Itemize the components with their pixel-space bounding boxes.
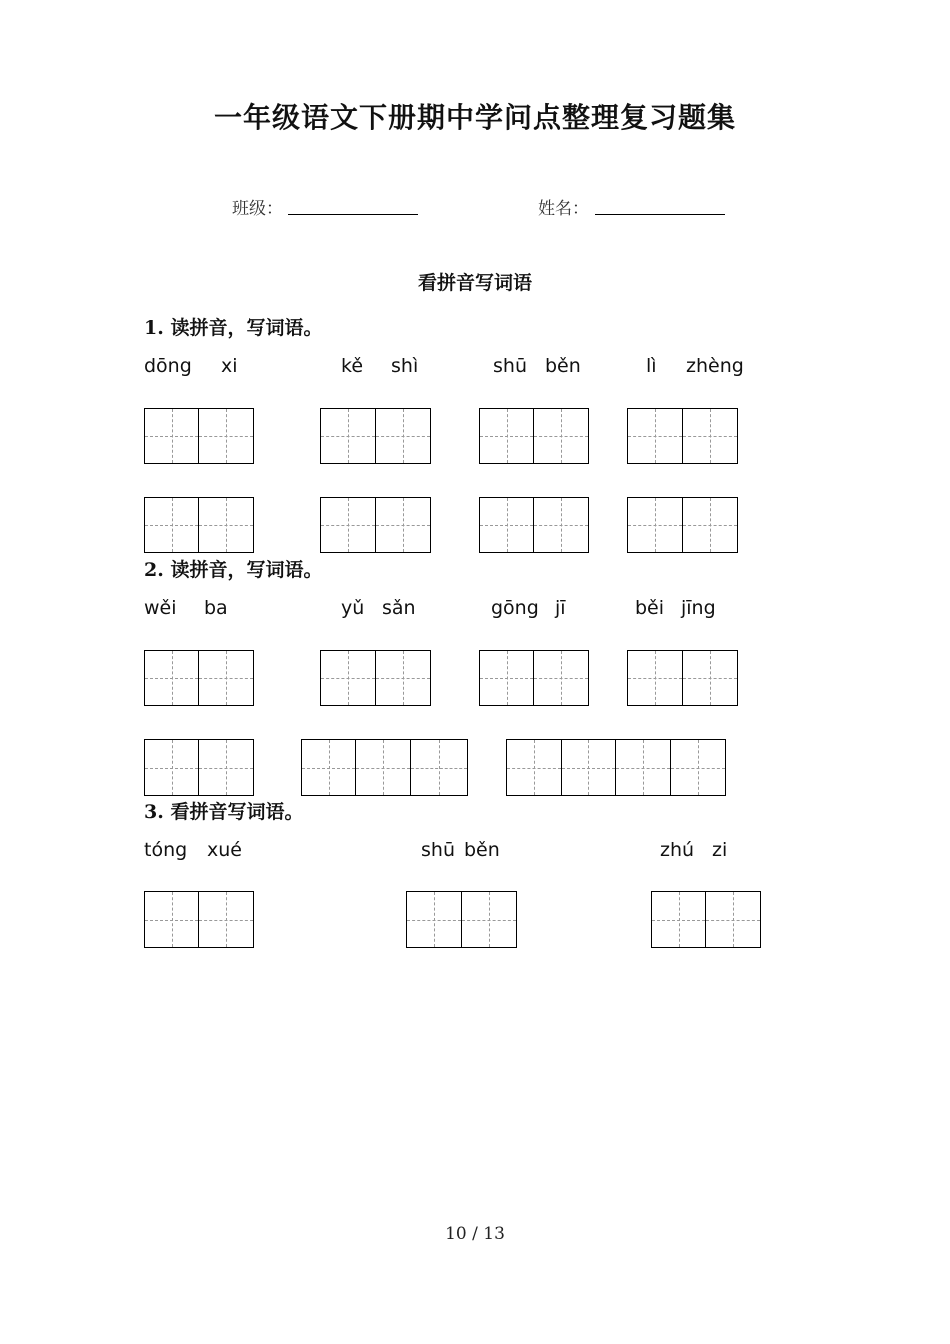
pinyin-syllable: dōng [144, 355, 192, 377]
pinyin-syllable: shū [421, 839, 455, 861]
writing-grid[interactable] [144, 497, 254, 553]
writing-grid[interactable] [479, 408, 589, 464]
writing-grid[interactable] [144, 739, 254, 796]
writing-grid[interactable] [301, 739, 468, 796]
pinyin-syllable: běn [464, 839, 500, 861]
writing-grid[interactable] [479, 650, 589, 706]
name-label: 姓名： [538, 199, 589, 219]
writing-grid[interactable] [627, 650, 738, 706]
class-field[interactable] [288, 196, 418, 215]
question-3-heading: 3. 看拼音写词语。 [144, 801, 304, 823]
pinyin-syllable: shū [493, 355, 527, 377]
section-title: 看拼音写词语 [417, 272, 532, 294]
writing-grid[interactable] [627, 408, 738, 464]
pinyin-syllable: gōng [491, 597, 539, 619]
pinyin-syllable: ba [204, 597, 228, 619]
writing-grid[interactable] [144, 650, 254, 706]
page-title: 一年级语文下册期中学问点整理复习题集 [213, 101, 736, 134]
writing-grid[interactable] [406, 891, 517, 948]
writing-grid[interactable] [320, 650, 431, 706]
pinyin-syllable: yǔ [341, 597, 365, 619]
pinyin-syllable: xi [221, 355, 238, 377]
page-number: 10 / 13 [445, 1224, 505, 1244]
pinyin-syllable: kě [341, 355, 364, 377]
writing-grid[interactable] [506, 739, 726, 796]
pinyin-syllable: wěi [144, 597, 177, 619]
writing-grid[interactable] [144, 408, 254, 464]
writing-grid[interactable] [320, 408, 431, 464]
pinyin-syllable: jī [555, 597, 566, 619]
pinyin-syllable: běi [635, 597, 665, 619]
writing-grid[interactable] [651, 891, 761, 948]
question-2-heading: 2. 读拼音，写词语。 [144, 559, 323, 581]
writing-grid[interactable] [479, 497, 589, 553]
pinyin-syllable: lì [646, 355, 657, 377]
writing-grid[interactable] [320, 497, 431, 553]
question-1-heading: 1. 读拼音，写词语。 [144, 317, 323, 339]
pinyin-syllable: sǎn [382, 597, 416, 619]
pinyin-syllable: jīng [681, 597, 716, 619]
pinyin-syllable: tóng [144, 839, 188, 861]
pinyin-syllable: zi [712, 839, 728, 861]
pinyin-syllable: xué [207, 839, 242, 861]
class-label: 班级： [232, 199, 283, 219]
pinyin-syllable: běn [545, 355, 581, 377]
name-field[interactable] [595, 196, 725, 215]
pinyin-syllable: zhèng [686, 355, 744, 377]
writing-grid[interactable] [627, 497, 738, 553]
writing-grid[interactable] [144, 891, 254, 948]
pinyin-syllable: zhú [660, 839, 695, 861]
pinyin-syllable: shì [391, 355, 419, 377]
